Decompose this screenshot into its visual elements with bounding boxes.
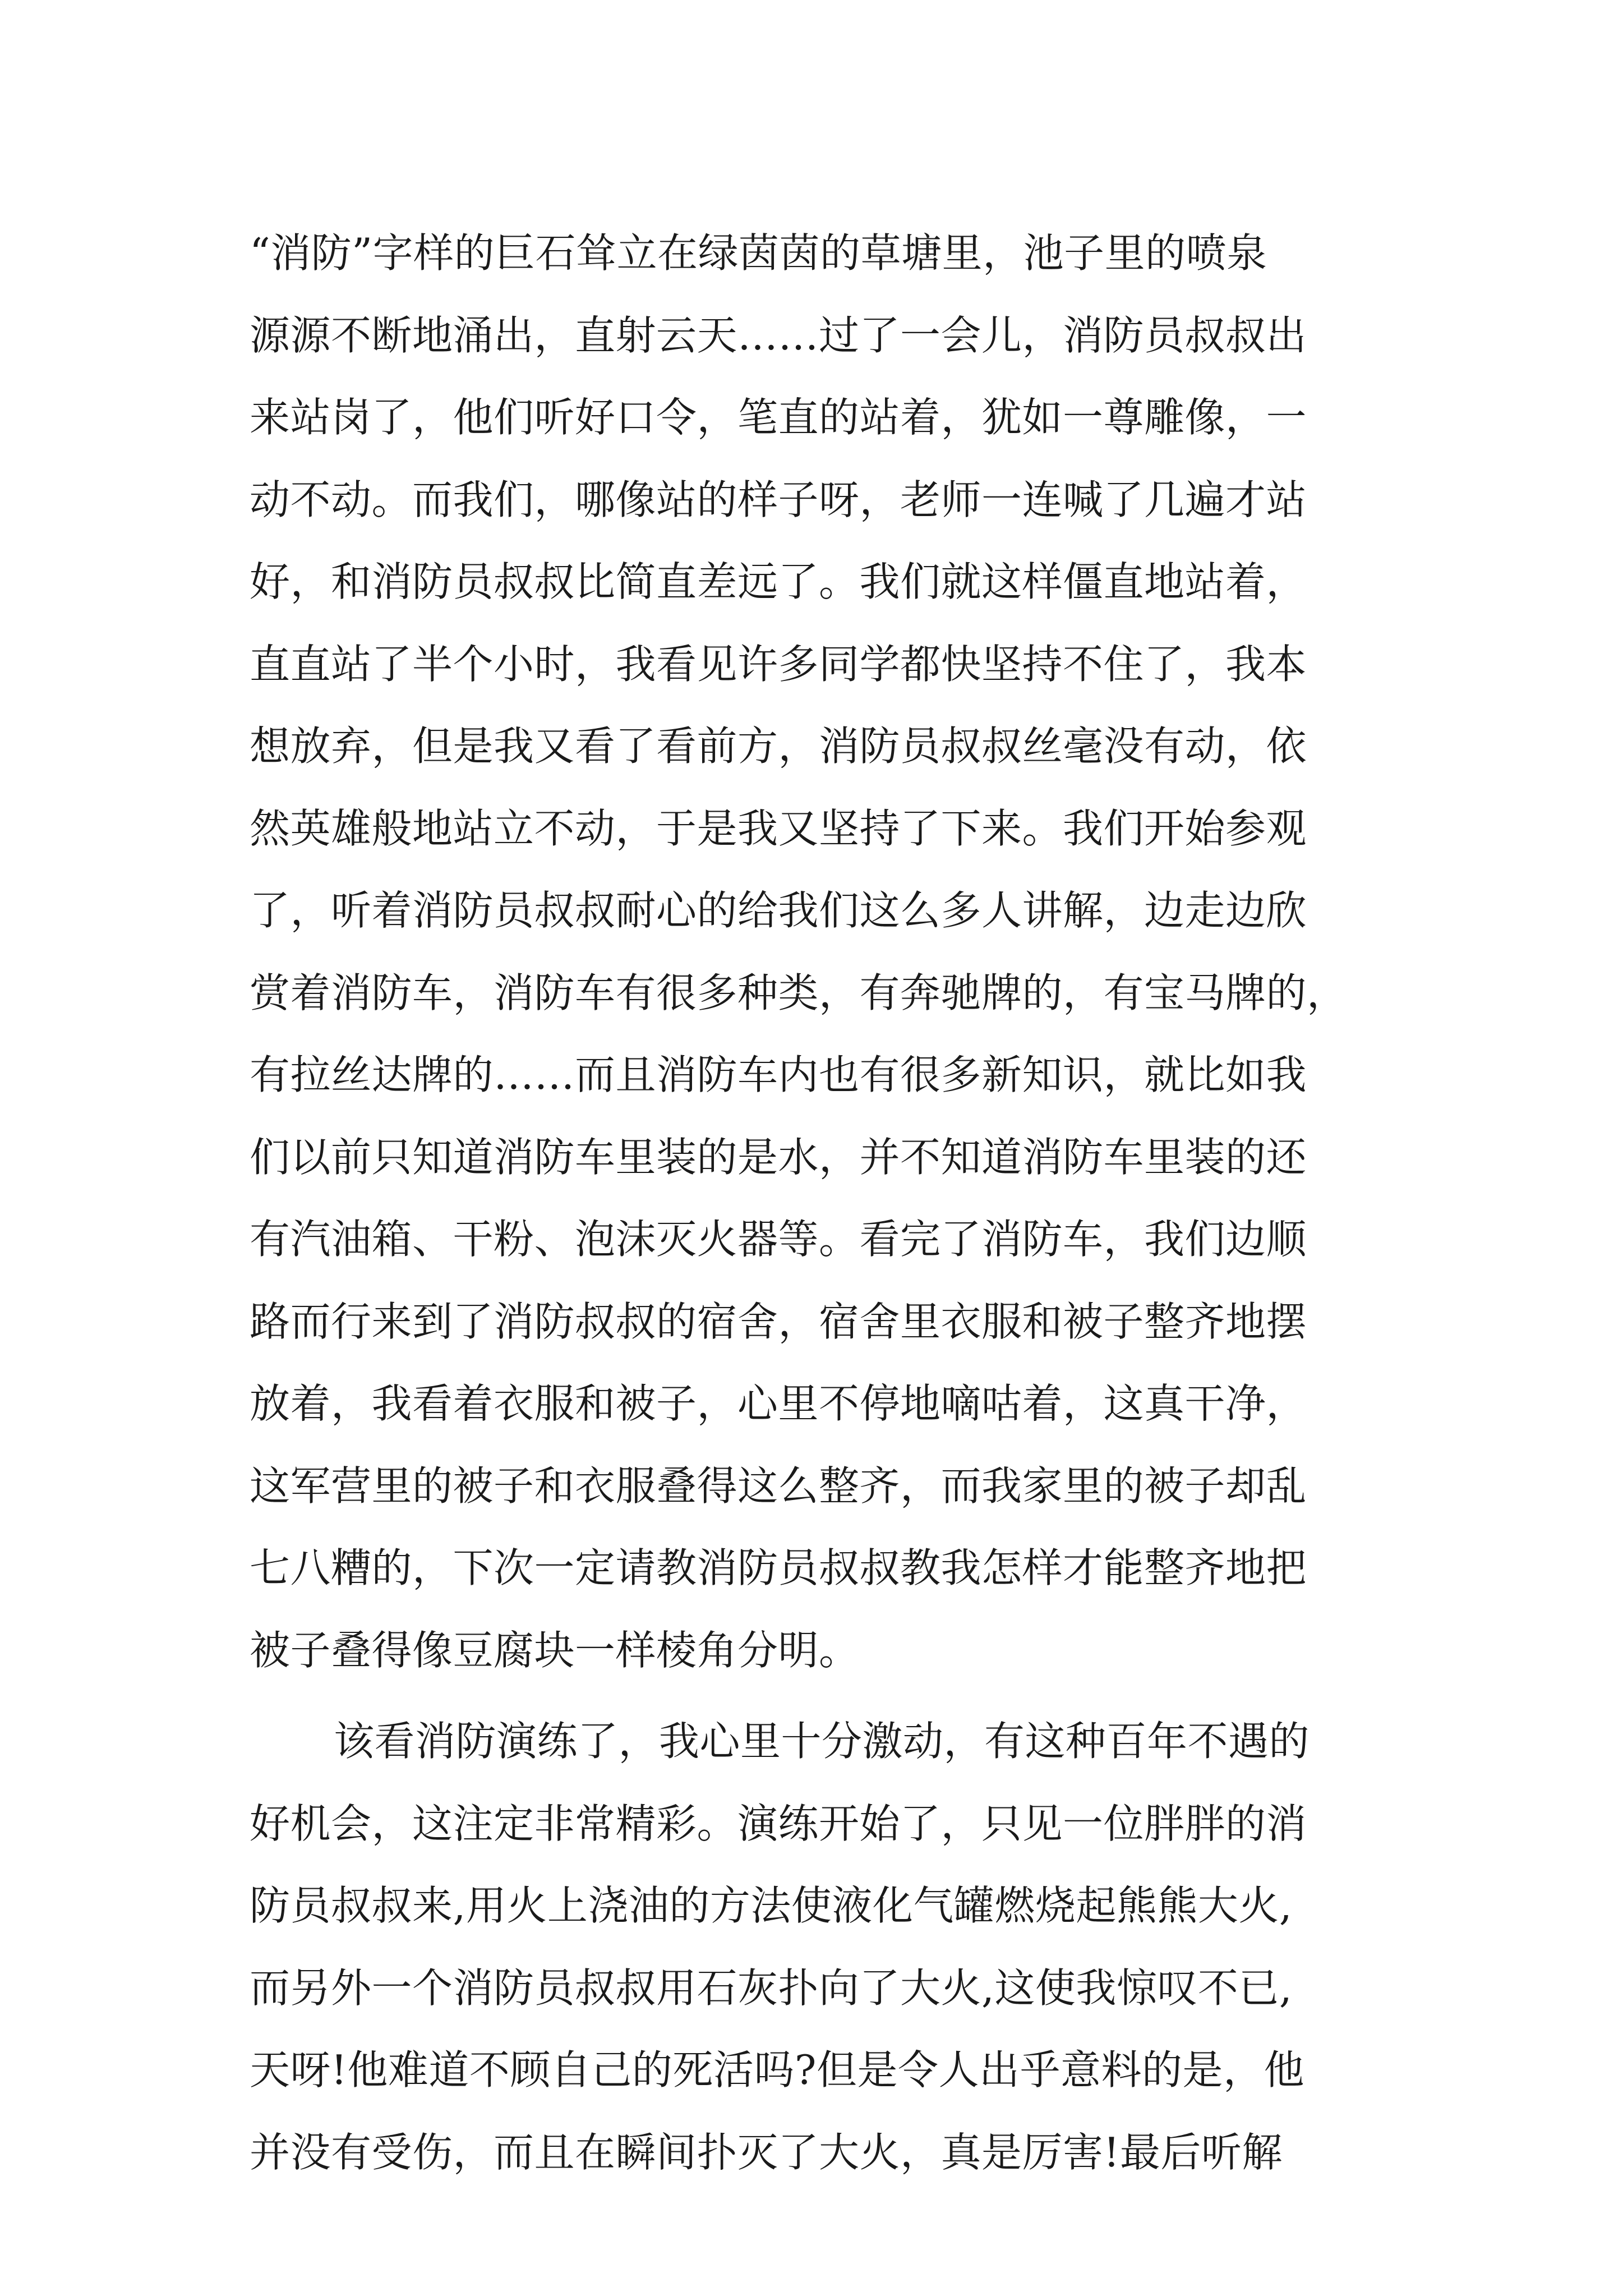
text-line: 动不动。而我们，哪像站的样子呀，老师一连喊了几遍才站 xyxy=(250,476,1307,523)
text-line: 放着，我看着衣服和被子，心里不停地嘀咕着，这真干净， xyxy=(250,1380,1307,1427)
text-line: 路而行来到了消防叔叔的宿舍，宿舍里衣服和被子整齐地摆 xyxy=(250,1297,1307,1345)
text-line: 然英雄般地站立不动，于是我又坚持了下来。我们开始参观 xyxy=(250,804,1307,852)
text-line: 天呀!他难道不顾自己的死活吗?但是令人出乎意料的是，他 xyxy=(250,2046,1305,2093)
text-line: 防员叔叔来,用火上浇油的方法使液化气罐燃烧起熊熊大火, xyxy=(250,1882,1293,1929)
text-line: 有拉丝达牌的……而且消防车内也有很多新知识，就比如我 xyxy=(250,1051,1307,1098)
paragraph-spacing xyxy=(250,1691,1371,1700)
text-line: 而另外一个消防员叔叔用石灰扑向了大火,这使我惊叹不已, xyxy=(250,1964,1293,2012)
text-line: 被子叠得像豆腐块一样棱角分明。 xyxy=(250,1626,860,1674)
text-line: 有汽油箱、干粉、泡沫灭火器等。看完了消防车，我们边顺 xyxy=(250,1216,1307,1263)
text-line: 七八糟的，下次一定请教消防员叔叔教我怎样才能整齐地把 xyxy=(250,1544,1307,1591)
text-line: 源源不断地涌出，直射云天……过了一会儿，消防员叔叔出 xyxy=(250,311,1307,359)
text-line: 并没有受伤，而且在瞬间扑灭了大火，真是厉害!最后听解 xyxy=(250,2128,1283,2176)
text-line: 好，和消防员叔叔比简直差远了。我们就这样僵直地站着， xyxy=(250,558,1307,605)
paragraph-1 xyxy=(250,212,1371,1691)
text-line: 赏着消防车，消防车有很多种类，有奔驰牌的，有宝马牌的， xyxy=(250,969,1348,1016)
text-line: 来站岗了，他们听好口令，笔直的站着，犹如一尊雕像，一 xyxy=(250,394,1307,441)
text-line: 这军营里的被子和衣服叠得这么整齐，而我家里的被子却乱 xyxy=(250,1462,1307,1510)
text-line: “消防”字样的巨石耸立在绿茵茵的草塘里，池子里的喷泉 xyxy=(250,229,1267,277)
text-line: 了，听着消防员叔叔耐心的给我们这么多人讲解，边走边欣 xyxy=(250,887,1307,934)
text-line: 们以前只知道消防车里装的是水，并不知道消防车里装的还 xyxy=(250,1133,1307,1181)
body-text xyxy=(250,212,1371,2193)
text-line: 直直站了半个小时，我看见许多同学都快坚持不住了，我本 xyxy=(250,640,1307,688)
paragraph-2 xyxy=(250,1700,1371,2193)
text-line: 好机会，这注定非常精彩。演练开始了，只见一位胖胖的消 xyxy=(250,1800,1307,1847)
text-line-first-indented: 该看消防演练了，我心里十分激动，有这种百年不遇的 xyxy=(334,1718,1310,1765)
text-line: 想放弃，但是我又看了看前方，消防员叔叔丝毫没有动，依 xyxy=(250,723,1307,770)
